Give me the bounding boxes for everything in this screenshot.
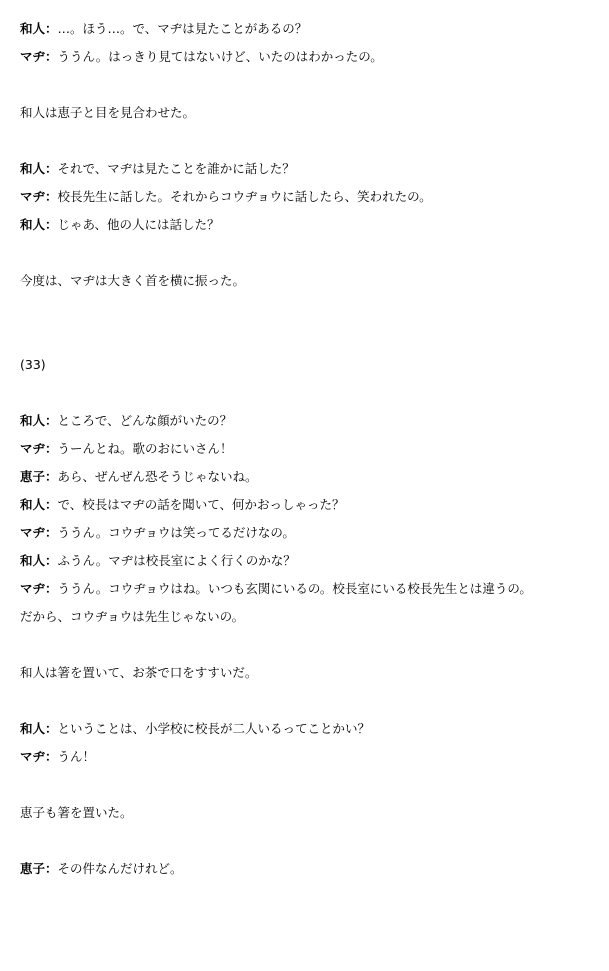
dialogue-line bbox=[20, 553, 609, 569]
dialogue-line bbox=[20, 217, 609, 233]
dialogue-text: だから、コウヂョウは先生じゃないの。 bbox=[20, 609, 245, 624]
dialogue-line bbox=[20, 497, 609, 513]
dialogue-text: ということは、小学校に校長が二人いるってことかい？ bbox=[57, 721, 371, 736]
speaker-label: 和人： bbox=[20, 553, 58, 568]
speaker-label: 和人： bbox=[20, 413, 58, 428]
dialogue-text: で、校長はマヂの話を聞いて、何かおっしゃった？ bbox=[57, 497, 345, 512]
speaker-label: 恵子： bbox=[20, 469, 58, 484]
page-number bbox=[20, 357, 609, 373]
speaker-label: マヂ： bbox=[20, 581, 58, 596]
speaker-label: 和人： bbox=[20, 721, 58, 736]
dialogue-line bbox=[20, 441, 609, 457]
dialogue-text: じゃあ、他の人には話した？ bbox=[57, 217, 220, 232]
speaker-label: 和人： bbox=[20, 497, 58, 512]
dialogue-line bbox=[20, 189, 609, 205]
dialogue-line bbox=[20, 469, 609, 485]
dialogue-line bbox=[20, 413, 609, 429]
dialogue-text: ううん。はっきり見てはないけど、いたのはわかったの。 bbox=[57, 49, 383, 64]
dialogue-line bbox=[20, 161, 609, 177]
dialogue-text: ところで、どんな顔がいたの？ bbox=[57, 413, 233, 428]
dialogue-text: その件なんだけれど。 bbox=[57, 861, 183, 876]
dialogue-line bbox=[20, 721, 609, 737]
speaker-label: 和人： bbox=[20, 21, 58, 36]
dialogue-text: …。ほう…。で、マヂは見たことがあるの？ bbox=[57, 21, 308, 36]
narration-line bbox=[20, 805, 609, 821]
dialogue-text: ううん。コウヂョウはね。いつも玄関にいるの。校長室にいる校長先生とは違うの。 bbox=[57, 581, 532, 596]
narration-line bbox=[20, 665, 609, 681]
speaker-label: マヂ： bbox=[20, 441, 58, 456]
dialogue-line bbox=[20, 861, 609, 877]
dialogue-continuation bbox=[20, 609, 609, 625]
dialogue-line bbox=[20, 749, 609, 765]
dialogue-text: 校長先生に話した。それからコウヂョウに話したら、笑われたの。 bbox=[57, 189, 432, 204]
narration-text: 恵子も箸を置いた。 bbox=[20, 805, 133, 820]
narration-text: 今度は、マヂは大きく首を横に振った。 bbox=[20, 273, 246, 288]
speaker-label: マヂ： bbox=[20, 49, 58, 64]
dialogue-text: あら、ぜんぜん恐そうじゃないね。 bbox=[57, 469, 258, 484]
narration-text: 和人は恵子と目を見合わせた。 bbox=[20, 105, 196, 120]
dialogue-line bbox=[20, 581, 609, 597]
dialogue-text: ふうん。マヂは校長室によく行くのかな？ bbox=[57, 553, 296, 568]
speaker-label: マヂ： bbox=[20, 525, 58, 540]
narration-text: 和人は箸を置いて、お茶で口をすすいだ。 bbox=[20, 665, 258, 680]
speaker-label: マヂ： bbox=[20, 749, 58, 764]
speaker-label: 和人： bbox=[20, 161, 58, 176]
dialogue-text: ううん。コウヂョウは笑ってるだけなの。 bbox=[57, 525, 295, 540]
dialogue-line bbox=[20, 525, 609, 541]
dialogue-text: うん！ bbox=[57, 749, 96, 764]
speaker-label: マヂ： bbox=[20, 189, 58, 204]
speaker-label: 恵子： bbox=[20, 861, 58, 876]
dialogue-line bbox=[20, 49, 609, 65]
dialogue-text: うーんとね。歌のおにいさん！ bbox=[57, 441, 233, 456]
dialogue-text: それで、マヂは見たことを誰かに話した？ bbox=[57, 161, 295, 176]
narration-line bbox=[20, 273, 609, 289]
narration-line bbox=[20, 105, 609, 121]
page-number-text: (33) bbox=[20, 357, 46, 372]
dialogue-line bbox=[20, 21, 609, 37]
speaker-label: 和人： bbox=[20, 217, 58, 232]
